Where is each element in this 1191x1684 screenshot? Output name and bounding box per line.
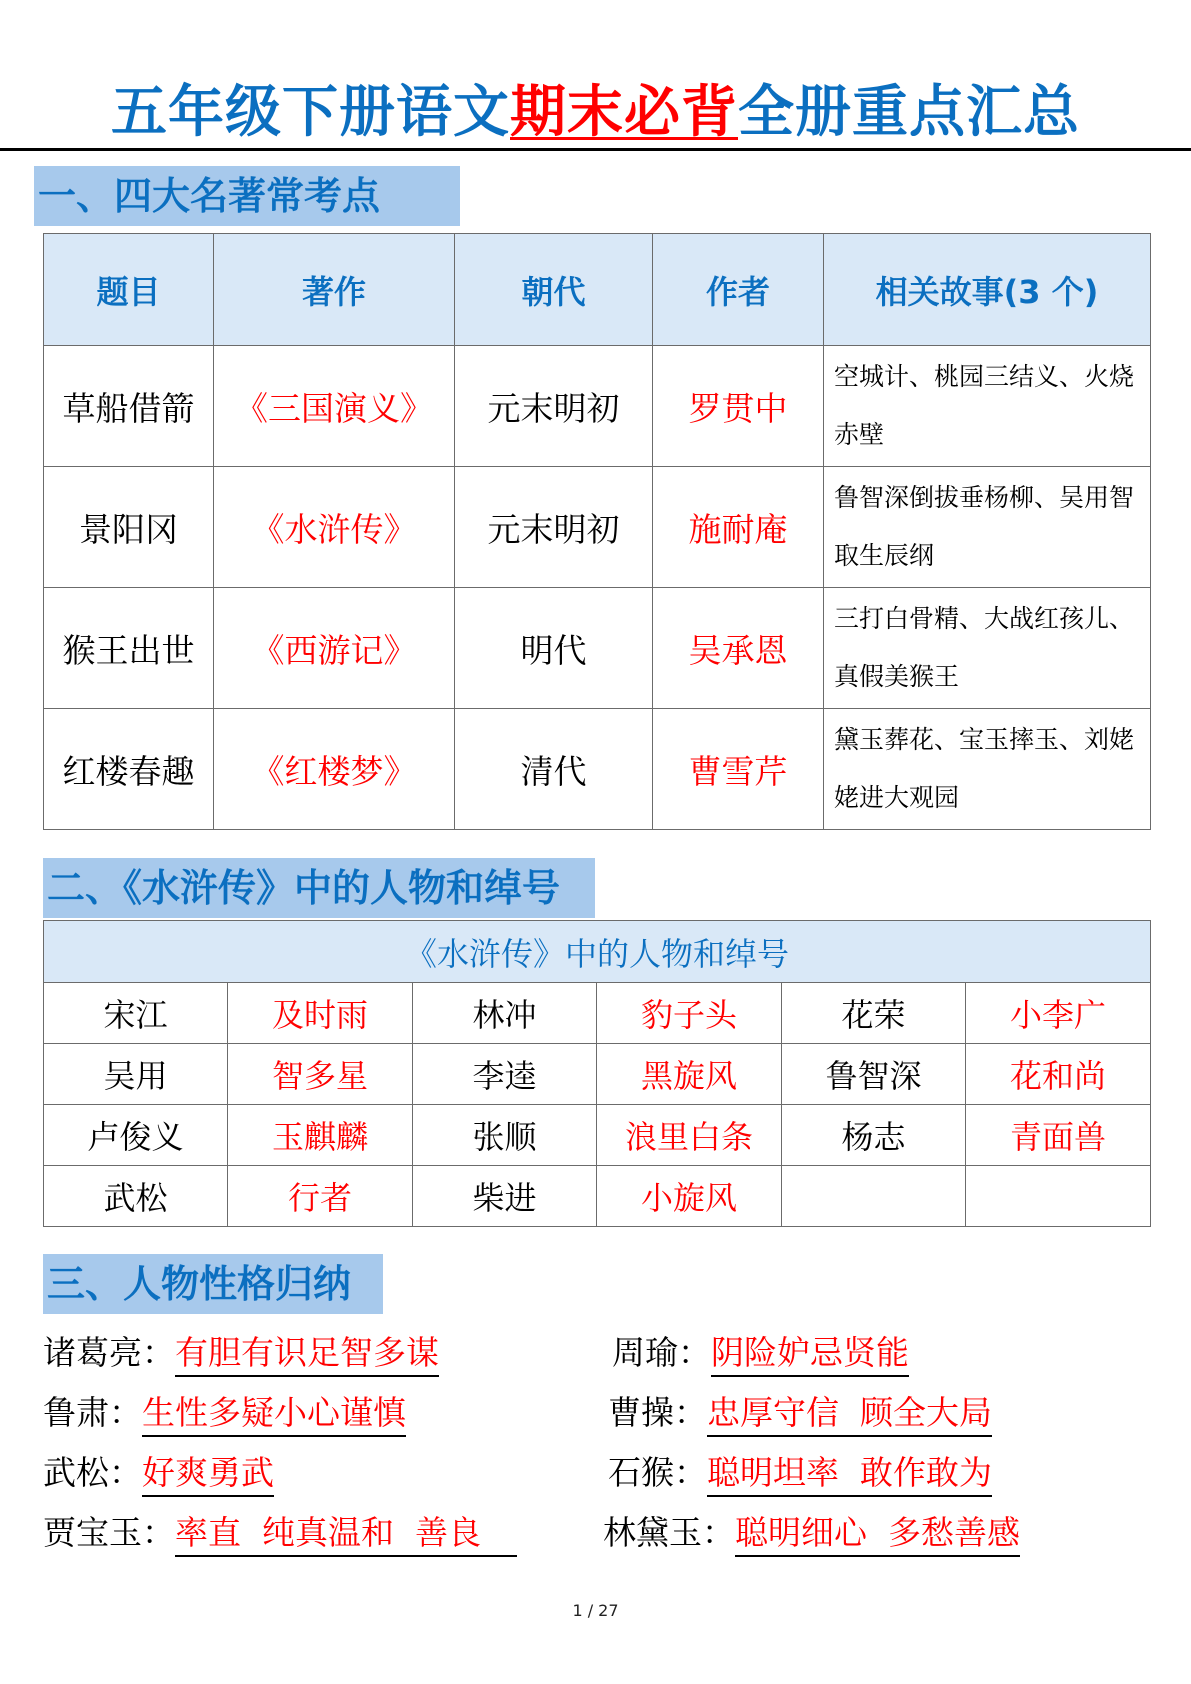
trait-value: 忠厚守信 顾全大局 [707,1393,992,1437]
trait-name: 石猴： [608,1453,707,1492]
cell-nickname: 行者 [228,1166,413,1227]
cell-dynasty: 元末明初 [455,346,653,467]
column-header-stories: 相关故事(3 个) [824,234,1151,346]
cell-topic: 红楼春趣 [44,709,214,830]
cell-character: 林冲 [413,983,597,1044]
cell-nickname: 豹子头 [597,983,782,1044]
trait-name: 贾宝玉： [43,1513,175,1552]
trait-name: 武松： [43,1453,142,1492]
trait-item [43,1393,406,1437]
trait-name: 林黛玉： [603,1513,735,1552]
cell-nickname: 浪里白条 [597,1105,782,1166]
cell-work: 《水浒传》 [214,467,455,588]
trait-item [43,1333,439,1377]
table-header-row [44,234,1151,346]
table-row [44,467,1151,588]
cell-character: 杨志 [782,1105,966,1166]
column-header-author: 作者 [653,234,824,346]
page-indicator: 1 / 27 [572,1601,619,1620]
trait-item [603,1513,1020,1557]
cell-character: 卢俊义 [44,1105,228,1166]
cell-nickname: 及时雨 [228,983,413,1044]
trait-value: 阴险妒忌贤能 [711,1333,909,1377]
trait-value: 率直 纯真温和 善良 [175,1513,517,1557]
trait-name: 鲁肃： [43,1393,142,1432]
cell-topic: 猴王出世 [44,588,214,709]
section-heading-1: 一、四大名著常考点 [34,166,460,226]
cell-nickname: 小李广 [966,983,1151,1044]
trait-name: 周瑜： [612,1333,711,1372]
cell-work: 《三国演义》 [214,346,455,467]
cell-character: 吴用 [44,1044,228,1105]
cell-character: 柴进 [413,1166,597,1227]
table-row [44,983,1151,1044]
column-header-work: 著作 [214,234,455,346]
trait-item [608,1453,992,1497]
section-heading-2: 二、《水浒传》中的人物和绰号 [43,858,595,918]
cell-work: 《红楼梦》 [214,709,455,830]
trait-value: 好爽勇武 [142,1453,274,1497]
table-row [44,709,1151,830]
cell-nickname: 黑旋风 [597,1044,782,1105]
cell-character: 花荣 [782,983,966,1044]
cell-author: 罗贯中 [653,346,824,467]
table-row [44,588,1151,709]
cell-character: 宋江 [44,983,228,1044]
cell-stories: 三打白骨精、大战红孩儿、真假美猴王 [824,588,1151,709]
four-classics-table [43,233,1151,830]
shuihu-nicknames-table [43,920,1151,1227]
trait-value: 生性多疑小心谨慎 [142,1393,406,1437]
cell-nickname: 花和尚 [966,1044,1151,1105]
cell-work: 《西游记》 [214,588,455,709]
cell-empty [782,1166,966,1227]
cell-nickname: 青面兽 [966,1105,1151,1166]
title-divider [0,148,1191,151]
cell-character: 李逵 [413,1044,597,1105]
trait-item [608,1393,992,1437]
trait-value: 聪明坦率 敢作敢为 [707,1453,992,1497]
cell-topic: 景阳冈 [44,467,214,588]
trait-name: 曹操： [608,1393,707,1432]
cell-character: 张顺 [413,1105,597,1166]
trait-item [43,1453,274,1497]
table-row [44,1044,1151,1105]
cell-dynasty: 元末明初 [455,467,653,588]
cell-dynasty: 清代 [455,709,653,830]
cell-character: 鲁智深 [782,1044,966,1105]
title-prefix: 五年级下册语文 [111,80,510,145]
cell-stories: 空城计、桃园三结义、火烧赤壁 [824,346,1151,467]
section-heading-3: 三、人物性格归纳 [43,1254,383,1314]
trait-value: 有胆有识足智多谋 [175,1333,439,1377]
cell-stories: 鲁智深倒拔垂杨柳、吴用智取生辰纲 [824,467,1151,588]
table-row [44,1105,1151,1166]
trait-item [612,1333,909,1377]
cell-dynasty: 明代 [455,588,653,709]
cell-topic: 草船借箭 [44,346,214,467]
cell-character: 武松 [44,1166,228,1227]
table-row [44,1166,1151,1227]
table-title-row [44,921,1151,983]
trait-name: 诸葛亮： [43,1333,175,1372]
title-suffix: 全册重点汇总 [738,80,1080,145]
cell-author: 施耐庵 [653,467,824,588]
cell-empty [966,1166,1151,1227]
table-title: 《水浒传》中的人物和绰号 [44,921,1151,983]
title-highlight: 期末必背 [510,80,738,145]
trait-value: 聪明细心 多愁善感 [735,1513,1020,1557]
cell-author: 吴承恩 [653,588,824,709]
trait-item [43,1513,517,1557]
cell-stories: 黛玉葬花、宝玉摔玉、刘姥姥进大观园 [824,709,1151,830]
column-header-topic: 题目 [44,234,214,346]
page-title [0,78,1191,148]
cell-nickname: 玉麒麟 [228,1105,413,1166]
cell-author: 曹雪芹 [653,709,824,830]
cell-nickname: 小旋风 [597,1166,782,1227]
cell-nickname: 智多星 [228,1044,413,1105]
column-header-dynasty: 朝代 [455,234,653,346]
table-row [44,346,1151,467]
